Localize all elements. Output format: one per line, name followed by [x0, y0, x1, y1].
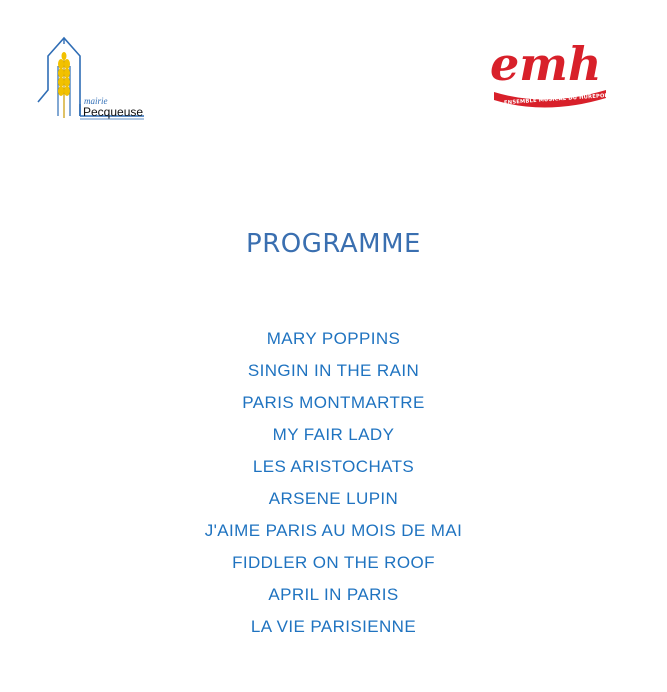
programme-list: [0, 326, 667, 646]
list-item: LA VIE PARISIENNE: [250, 617, 417, 636]
emh-logo: [486, 30, 612, 112]
list-item: MARY POPPINS: [266, 329, 401, 348]
logo-mairie-text: mairie: [84, 96, 108, 106]
list-item: FIDDLER ON THE ROOF: [232, 553, 435, 572]
list-item: PARIS MONTMARTRE: [242, 393, 425, 412]
list-item: J'AIME PARIS AU MOIS DE MAI: [204, 521, 463, 540]
emh-logo-graphic: [486, 30, 612, 112]
list-item: ARSENE LUPIN: [268, 489, 399, 508]
list-item: LES ARISTOCHATS: [252, 457, 415, 476]
list-item: MY FAIR LADY: [272, 425, 395, 444]
logo-wordmark: emh: [490, 37, 602, 91]
page-title: PROGRAMME: [246, 229, 421, 259]
list-item: SINGIN IN THE RAIN: [247, 361, 420, 380]
logo-tagline: ENSEMBLE MUSICAL DU HUREPOIX: [503, 92, 612, 107]
pecqueuse-logo: [34, 36, 148, 122]
logo-town-name: Pecqueuse: [83, 105, 144, 119]
list-item: APRIL IN PARIS: [268, 585, 399, 604]
